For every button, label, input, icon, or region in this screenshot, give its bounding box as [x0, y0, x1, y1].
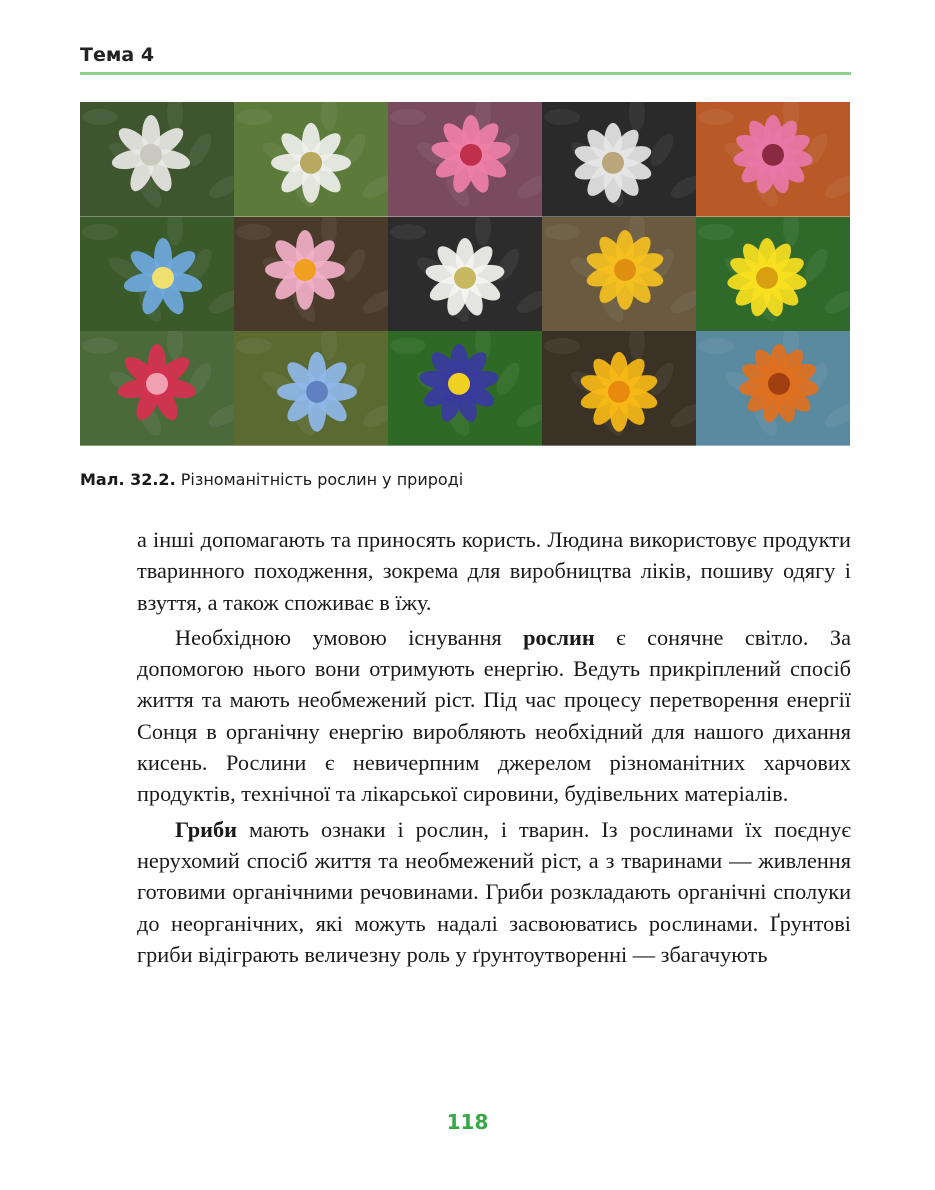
caption-text: Різноманітність рослин у природі — [180, 470, 464, 489]
flower-photo-mosaic — [80, 102, 850, 446]
photo-pink-carnation — [696, 102, 850, 217]
body-text — [137, 524, 851, 974]
topic-heading: Тема 4 — [80, 44, 155, 66]
photo-dandelion-seeds — [234, 102, 388, 217]
photo-forget-me-not — [80, 217, 234, 332]
paragraph-1: а інші допомагають та приносять користь. Людина використовує продукти тваринного походження, зокрема для виробництва ліків, пошиву одягу і взуття, а також споживає в їжу. — [137, 527, 851, 615]
term-fungi: Гриби — [175, 816, 238, 842]
paragraph-plants-rest: є сонячне світло. За допомогою нього вони отримують енергію. Ведуть прикріплений спосіб життя та мають необмежений ріст. Під час процесу перетворення енергії Сонця в органічну енергію виробляють необхідний для нашого дихання кисень. Рослини є невичерпним джерелом різноманітних харчових продуктів, технічної та лікарської сировини, будівельних матеріалів. — [137, 624, 851, 807]
header-divider — [80, 72, 851, 75]
paragraph-fungi — [137, 814, 851, 970]
photo-lesser-celandine — [696, 217, 850, 332]
figure-caption — [80, 470, 463, 489]
photo-cherry-blossom — [388, 102, 542, 217]
page-number: 118 — [446, 1110, 489, 1134]
photo-pansies — [388, 331, 542, 446]
photo-coltsfoot — [542, 331, 696, 446]
photo-dandelion-seedhead — [80, 102, 234, 217]
photo-white-blossom — [542, 102, 696, 217]
photo-orange-flower-buds — [696, 331, 850, 446]
photo-yellow-flowers-rock — [542, 217, 696, 332]
paragraph-plants-start: Необхідною умовою існування — [175, 624, 524, 650]
photo-apple-buds — [80, 331, 234, 446]
photo-chicory — [234, 331, 388, 446]
photo-white-star-flower — [388, 217, 542, 332]
term-plants: рослин — [523, 624, 595, 650]
caption-label: Мал. 32.2. — [80, 470, 176, 489]
paragraph-plants — [137, 622, 851, 810]
paragraph-fungi-rest: мають ознаки і рослин, і тварин. Із рослинами їх поєднує нерухомий спосіб життя та необмежений ріст, а з тваринами — живлення готовими органічними речовинами. Гриби розкладають органічні сполуки до неорганічних, які можуть надалі засвоюватись рослинами. Ґрунтові гриби відіграють величезну роль у ґрунтоутворенні — збагачують — [137, 816, 851, 967]
photo-daisy — [234, 217, 388, 332]
